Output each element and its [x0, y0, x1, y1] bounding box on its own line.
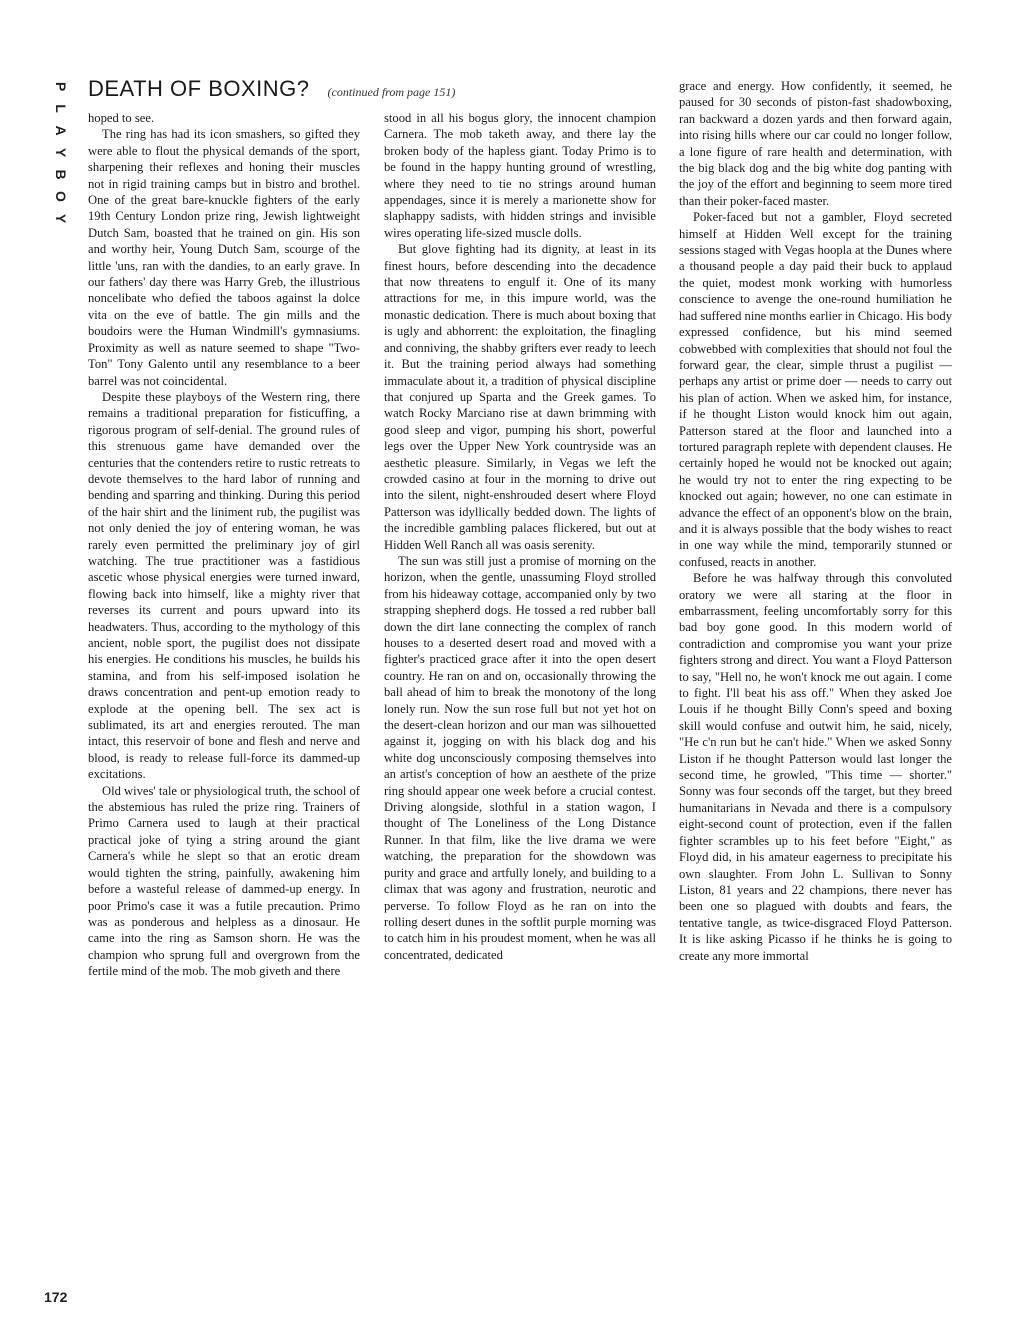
paragraph: Old wives' tale or physiological truth, the school of the abstemious has ruled the prize ring. Trainers of Primo Carnera used to laugh at their practical practical joke of tying a string around the giant Carnera's while he slept so that an erotic dream would tighten the string, painfully, awakening him before a wasteful release of dammed-up energy. In poor Primo's case it was a futile precaution. Primo was as ponderous and helpless as a dinosaur. He came into the ring as Samson shorn. He was the champion who sprung full and overgrown from the fertile mind of the mob. The mob giveth and there: [88, 783, 360, 979]
continued-note: (continued from page 151): [327, 85, 456, 99]
spine-letter: Y: [53, 147, 69, 159]
text-column-2: [384, 110, 656, 1290]
spine-letter: A: [53, 125, 69, 137]
spine-letter: Y: [53, 213, 69, 225]
paragraph: grace and energy. How confidently, it seemed, he paused for 30 seconds of piston-fast shadowboxing, ran backward a dozen yards and then forward again, into rising hills where our car could no longer follow, a lone figure of rare health and determination, with the big black dog and the big white dog panting with the joy of the effort and beginning to seem more tired than their poker-faced master.: [679, 79, 952, 208]
paragraph: Despite these playboys of the Western ring, there remains a traditional preparation for fisticuffing, a rigorous program of self-denial. The ground rules of this strenuous game have demanded over the centuries that the contenders retire to rustic retreats to devote themselves to the hard labor of running and bending and sparring and thinking. During this period of the hair shirt and the liniment rub, the pugilist was not only denied the joy of entering woman, he was rarely even permitted the preliminary joy of girl watching. The true practitioner was a fastidious ascetic whose physical energies were turned inward, flowing back into himself, like a mighty river that reverses its current and pours upward into its headwaters. Thus, according to the mythology of this ancient, noble sport, the pugilist does not dissipate his energies. He conditions his muscles, he builds his stamina, and from his self-imposed isolation he draws concentration and pent-up emotion ready to explode at the opening bell. The sex act is sublimated, its art and energies rerouted. The man intact, this reservoir of bone and flesh and nerve and blood, is ready to release full-force its dammed-up excitations.: [88, 389, 360, 782]
page-number: 172: [44, 1289, 68, 1305]
text-column-3: [679, 78, 952, 1290]
spine-letter: L: [53, 104, 69, 114]
paragraph: The sun was still just a promise of morning on the horizon, when the gentle, unassuming Floyd strolled from his hideaway cottage, accompanied only by two strapping shepherd dogs. He tossed a red rubber ball down the dirt lane connecting the complex of ranch houses to a deserted desert road and moved with a fighter's practiced grace after it into the open desert country. He ran on and on, occasionally throwing the ball ahead of him to break the monotony of the long lonely run. Now the sun rose full but not yet hot on the desert-clean horizon and our man was silhouetted against it, jogging on with his black dog and his white dog unconsciously composing themselves into an artist's conception of how an aesthete of the prize ring should appear one week before a crucial contest. Driving alongside, slothful in a station wagon, I thought of The Loneliness of the Long Distance Runner. In that film, like the live drama we were watching, the preparation for the showdown was purity and grace and artfully lonely, and building to a climax that was agony and frustration, neurotic and perverse. To follow Floyd as he ran on into the rolling desert dunes in the softlit purple morning was to catch him in his proudest moment, when he was all concentrated, dedicated: [384, 553, 656, 962]
paragraph: But glove fighting had its dignity, at least in its finest hours, before descending into the decadence that now threatens to engulf it. One of its many attractions for me, in this impure world, was the monastic dedication. There is much about boxing that is ugly and abhorrent: the exploitation, the finagling and conniving, the shabby grifters ever ready to leech it. But the training period always had something immaculate about it, a tradition of physical discipline that conjured up Sparta and the Greek games. To watch Rocky Marciano rise at dawn brimming with good sleep and vigor, pumping his short, powerful legs over the Upper New York countryside was an aesthetic pleasure. Similarly, in Vegas we left the crowded casino at four in the morning to drive out into the silent, night-enshrouded desert where Floyd Patterson was idyllically bedded down. The lights of the incredible gambling palaces flickered, but out at Hidden Well Ranch all was oasis serenity.: [384, 242, 656, 552]
spine-letter: P: [53, 81, 69, 93]
paragraph: The ring has had its icon smashers, so gifted they were able to flout the physical demands of the sport, sharpening their reflexes and honing their muscles not in rigid training camps but in bistro and brothel. One of the great bare-knuckle fighters of the early 19th Century London prize ring, Jewish lightweight Dutch Sam, boasted that he trained on gin. His son and worthy heir, Young Dutch Sam, scourge of the little 'uns, ran with the dandies, to an early grave. In our fathers' day there was Harry Greb, the illustrious noncelibate who defied the taboos against la dolce vita on the eve of battle. The gin mills and the boudoirs were the Human Windmill's gymnasiums. Proximity as well as nature seemed to shape "Two-Ton" Tony Galento until any resemblance to a beer barrel was not coincidental.: [88, 127, 360, 388]
magazine-spine-label: [48, 76, 74, 296]
paragraph: stood in all his bogus glory, the innocent champion Carnera. The mob taketh away, and there lay the broken body of the hapless giant. Today Primo is to be found in the happy hunting ground of wrestling, where they need to tie no strings around human appendages, since it is merely a marionette show for slaphappy sadists, with hidden strings and invisible wires operating life-sized muscle dolls.: [384, 111, 656, 240]
spine-letter: B: [53, 169, 69, 181]
spine-letter: O: [53, 191, 69, 203]
text-column-1: [88, 110, 360, 1290]
paragraph: Before he was halfway through this convoluted oratory we were all staring at the floor in embarrassment, feeling uncomfortably sorry for this bad boy gone good. In this modern world of contradiction and compromise you want your prize fighters strong and direct. You want a Floyd Patterson to say, "Hell no, he won't knock me out again. I come to fight. I'll beat his ass off." When they asked Joe Louis if he thought Billy Conn's speed and boxing skill would confuse and outwit him, he said, nicely, "He c'n run but he can't hide." When we asked Sonny Liston if he thought Patterson would last longer the second time, he growled, "This time — shorter." Sonny was four seconds off the target, but they breed humanitarians in Nevada and there is a compulsory eight-second count of protection, even if the fallen fighter scrambles up to his feet before "Eight," as Floyd did, in his amateur eagerness to precipitate his own slaughter. From John L. Sullivan to Sonny Liston, 81 years and 22 champions, there never has been one so plagued with doubts and fears, the tentative tangle, as twice-disgraced Floyd Patterson. It is like asking Picasso if he thinks he is going to create any more immortal: [679, 571, 952, 963]
paragraph: hoped to see.: [88, 111, 155, 125]
article-headline: DEATH OF BOXING?: [88, 76, 310, 101]
article-header: [88, 76, 648, 110]
paragraph: Poker-faced but not a gambler, Floyd secreted himself at Hidden Well except for the training sessions staged with Vegas hoopla at the Dunes where a thousand people a day paid their buck to applaud the quiet, modest monk working with humorless conscience to avenge the one-round humiliation he had suffered nine months earlier in Chicago. His body expressed confidence, but his mind seemed cobwebbed with complexities that should not foul the forward gear, the clear, simple thrust a pugilist — perhaps any artist or prime doer — needs to carry out his plan of action. When we asked him, for instance, if he thought Liston would knock him out again, Patterson stared at the floor and launched into a tortured paragraph replete with dependent clauses. He certainly hoped he would not be knocked out again; he would try not to enter the ring expecting to be knocked out again; however, no one can estimate in advance the effect of an opponent's blow on the brain, and it is always possible that the body wishes to react in one way while the mind, temporarily stunned or confused, reacts in another.: [679, 210, 952, 569]
